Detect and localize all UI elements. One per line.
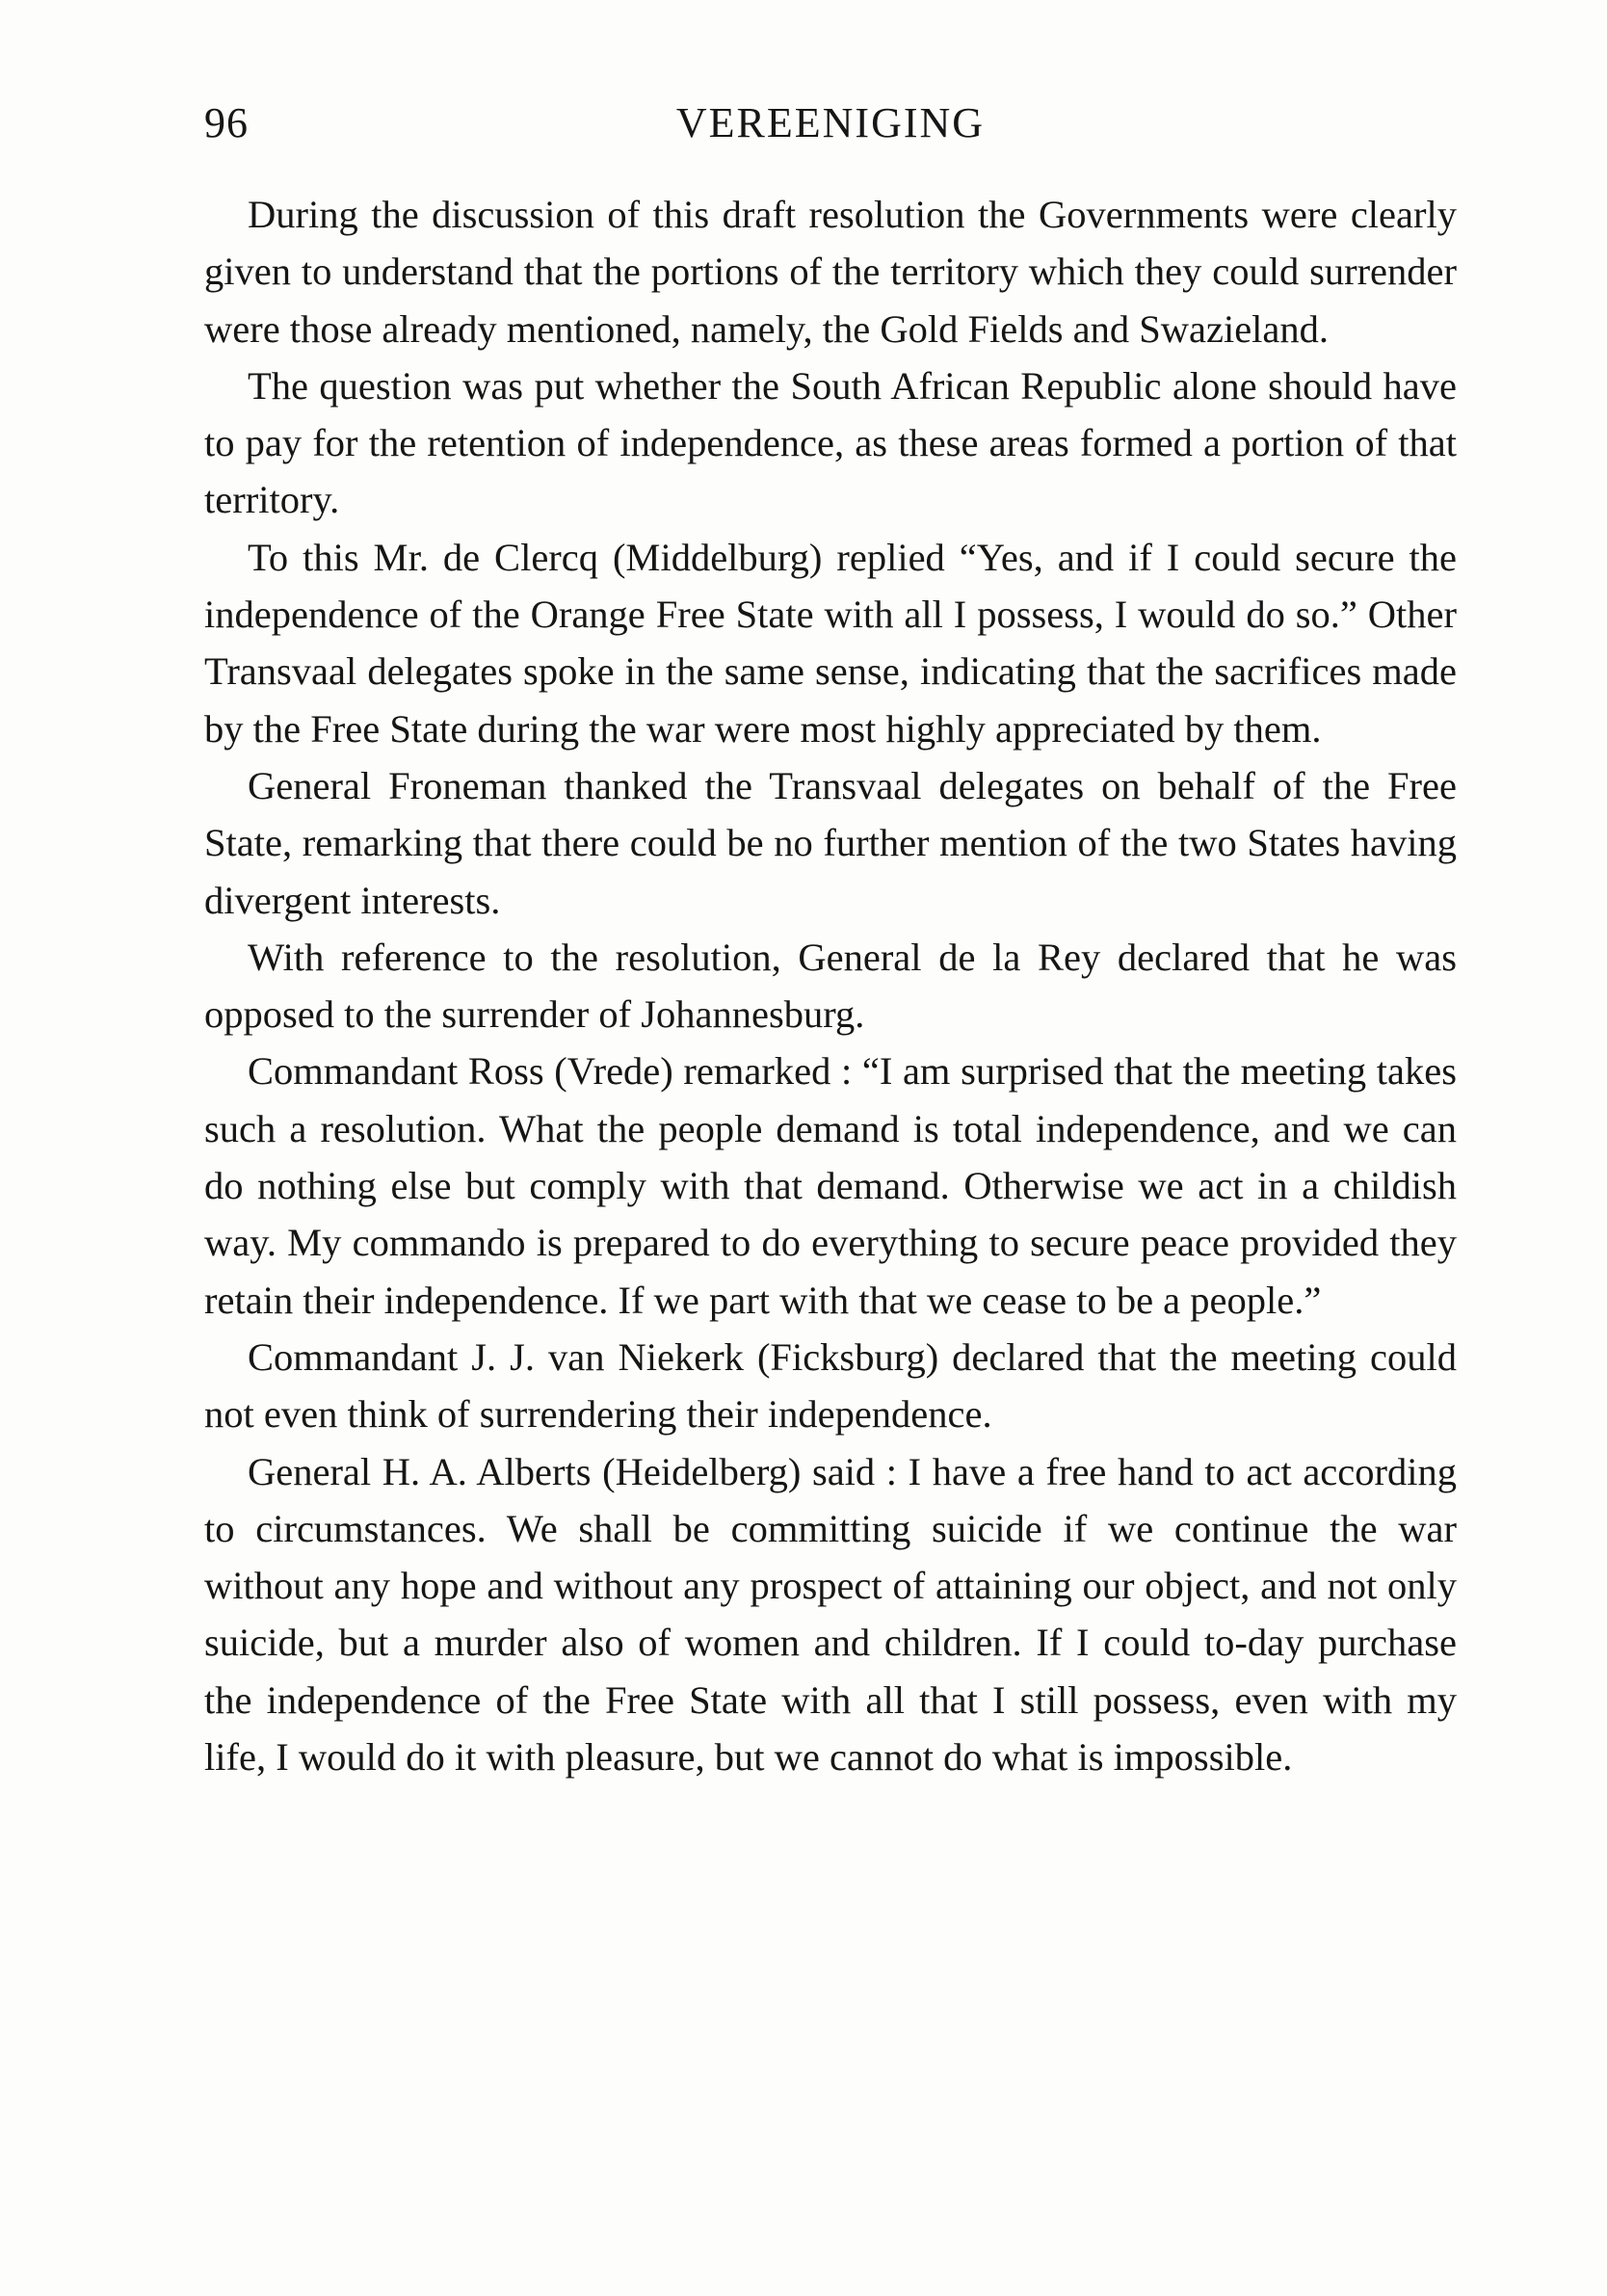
paragraph-ross: Commandant Ross (Vrede) remarked : “I am surprised that the meeting takes such a resolution. What the people demand is total independence, and we can do nothing else but comply with that demand. Otherwise we act in a childish way. My commando is prepared to do everything to secure peace provided they retain their independence. If we part with that we cease to be a people.” <box>204 1049 1457 1322</box>
paragraph-question-republic: The question was put whether the South African Republic alone should have to pay for the retention of independence, as these areas formed a portion of that territory. <box>204 363 1457 522</box>
paragraph-draft-resolution: During the discussion of this draft resolution the Governments were clearly given to understand that the portions of the territory which they could surrender were those already mentioned, namely, the Gold Fields and Swazieland. <box>204 193 1457 351</box>
page-number: 96 <box>204 99 249 146</box>
body-text <box>204 186 1457 1785</box>
paragraph-de-la-rey: With reference to the resolution, General de la Rey declared that he was opposed to the surrender of Johannesburg. <box>204 935 1457 1037</box>
running-title: VEREENIGING <box>675 99 986 146</box>
paragraph-van-niekerk: Commandant J. J. van Niekerk (Ficksburg) declared that the meeting could not even think of surrendering their independence. <box>204 1334 1457 1437</box>
page-header <box>204 94 1457 152</box>
paragraph-de-clercq: To this Mr. de Clercq (Middelburg) replied “Yes, and if I could secure the independence of the Orange Free State with all I possess, I would do so.” Other Transvaal delegates spoke in the same sense, indicating that the sacrifices made by the Free State during the war were most highly appreciated by them. <box>204 535 1457 751</box>
paragraph-alberts: General H. A. Alberts (Heidelberg) said : I have a free hand to act according to circumstances. We shall be committing suicide if we continue the war without any hope and without any prospect of attaining our object, and not only suicide, but a murder also of women and children. If I could to-day purchase the independence of the Free State with all that I still possess, even with my life, I would do it with pleasure, but we cannot do what is impossible. <box>204 1449 1457 1780</box>
paragraph-froneman: General Froneman thanked the Transvaal delegates on behalf of the Free State, remarking that there could be no further mention of the two States having divergent interests. <box>204 763 1457 922</box>
